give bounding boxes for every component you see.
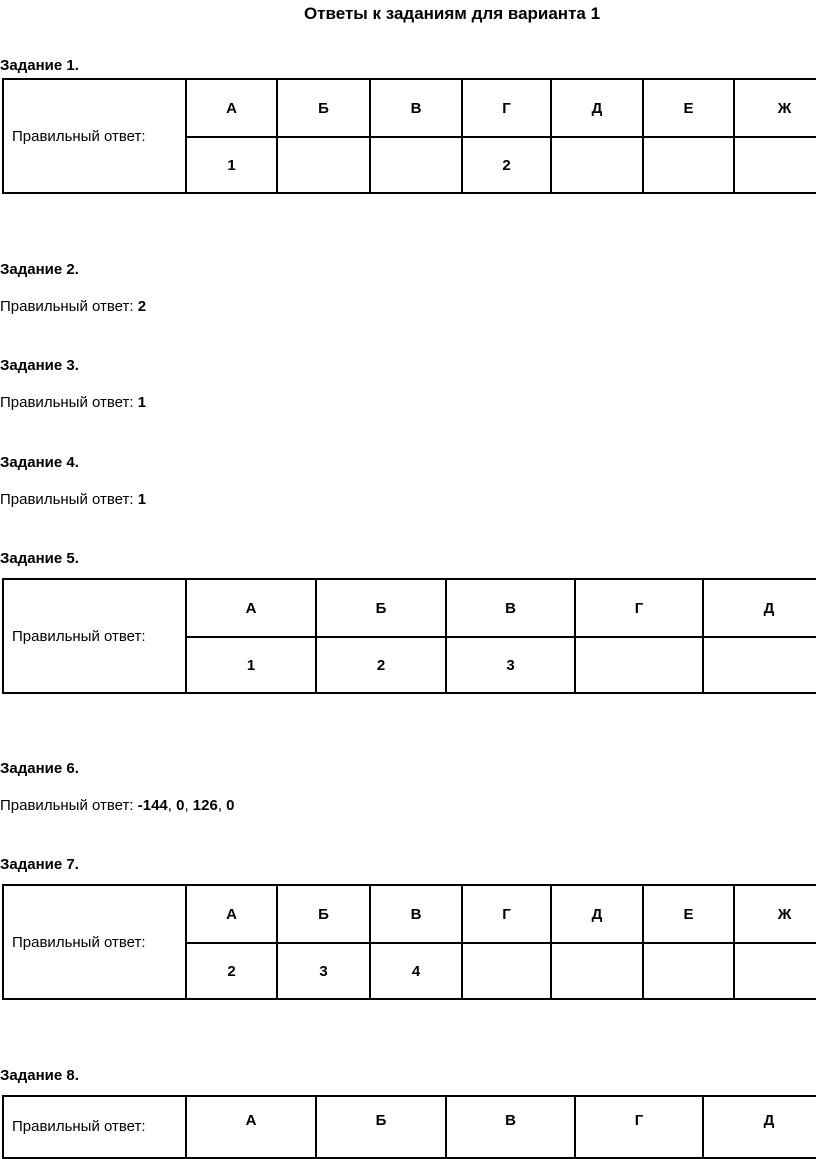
task-3-answer <box>0 394 146 411</box>
task-6-answer-part: -144 <box>137 797 168 814</box>
page-title: Ответы к заданиям для варианта 1 <box>303 4 601 23</box>
task-7-letter: Е <box>643 885 734 943</box>
task-6-answer-part: 0 <box>226 797 235 814</box>
task-3-answer-label: Правильный ответ: <box>0 394 134 411</box>
task-6-answer: Правильный ответ: -144, 0, 126, 0 <box>0 797 235 814</box>
task-2-heading: Задание 2. <box>0 261 79 278</box>
task-8-letter: В <box>446 1096 575 1158</box>
task-7-answer-table <box>2 884 816 1000</box>
task-1-heading: Задание 1. <box>0 57 79 74</box>
task-5-value <box>575 637 703 693</box>
task-5-letter: Г <box>575 579 703 637</box>
task-1-value <box>277 137 370 193</box>
task-4-heading: Задание 4. <box>0 454 79 471</box>
task-7-value: 3 <box>277 943 370 999</box>
task-2-answer-label: Правильный ответ: <box>0 298 134 315</box>
task-1-letter: Г <box>462 79 551 137</box>
task-7-value <box>462 943 551 999</box>
task-5-heading: Задание 5. <box>0 550 79 567</box>
task-2-answer <box>0 298 146 315</box>
task-5-letter: Д <box>703 579 816 637</box>
task-4-answer <box>0 491 146 508</box>
task-6-answer-part: 126 <box>192 797 218 814</box>
task-1-value: 2 <box>462 137 551 193</box>
task-6-heading: Задание 6. <box>0 760 79 777</box>
task-1-letter: Б <box>277 79 370 137</box>
task-5-value: 2 <box>316 637 446 693</box>
task-5-answer-label: Правильный ответ: <box>3 579 186 693</box>
task-1-letter: В <box>370 79 462 137</box>
task-7-letter: Б <box>277 885 370 943</box>
task-7-letter: Ж <box>734 885 816 943</box>
task-8-letter: Б <box>316 1096 446 1158</box>
task-1-answer-table <box>2 78 816 194</box>
task-8-answer-table <box>2 1095 816 1159</box>
task-7-answer-label: Правильный ответ: <box>3 885 186 999</box>
task-1-answer-label: Правильный ответ: <box>3 79 186 193</box>
task-7-value <box>551 943 643 999</box>
task-1-value <box>551 137 643 193</box>
task-7-letter: А <box>186 885 277 943</box>
task-8-heading: Задание 8. <box>0 1067 79 1084</box>
task-1-letter: Д <box>551 79 643 137</box>
task-5-value <box>703 637 816 693</box>
task-4-answer-value: 1 <box>137 491 147 508</box>
task-5-letter: А <box>186 579 316 637</box>
task-7-value: 4 <box>370 943 462 999</box>
task-7-letter: Г <box>462 885 551 943</box>
task-5-value: 1 <box>186 637 316 693</box>
task-2-answer-value: 2 <box>137 298 147 315</box>
task-5-answer-table <box>2 578 816 694</box>
task-1-value <box>370 137 462 193</box>
task-1-letter: А <box>186 79 277 137</box>
task-3-heading: Задание 3. <box>0 357 79 374</box>
task-7-letter: В <box>370 885 462 943</box>
task-7-value <box>734 943 816 999</box>
task-7-value <box>643 943 734 999</box>
task-1-value <box>734 137 816 193</box>
task-1-value: 1 <box>186 137 277 193</box>
task-8-letter: Д <box>703 1096 816 1158</box>
task-1-value <box>643 137 734 193</box>
task-5-value: 3 <box>446 637 575 693</box>
task-6-answer-label: Правильный ответ: <box>0 797 134 814</box>
task-1-letter: Ж <box>734 79 816 137</box>
task-8-letter: Г <box>575 1096 703 1158</box>
task-6-answer-part: 0 <box>176 797 185 814</box>
task-4-answer-label: Правильный ответ: <box>0 491 134 508</box>
task-8-letter: А <box>186 1096 316 1158</box>
task-7-value: 2 <box>186 943 277 999</box>
task-1-letter: Е <box>643 79 734 137</box>
task-3-answer-value: 1 <box>137 394 147 411</box>
task-5-letter: Б <box>316 579 446 637</box>
task-7-heading: Задание 7. <box>0 856 79 873</box>
task-5-letter: В <box>446 579 575 637</box>
task-8-answer-label: Правильный ответ: <box>3 1096 186 1158</box>
task-7-letter: Д <box>551 885 643 943</box>
